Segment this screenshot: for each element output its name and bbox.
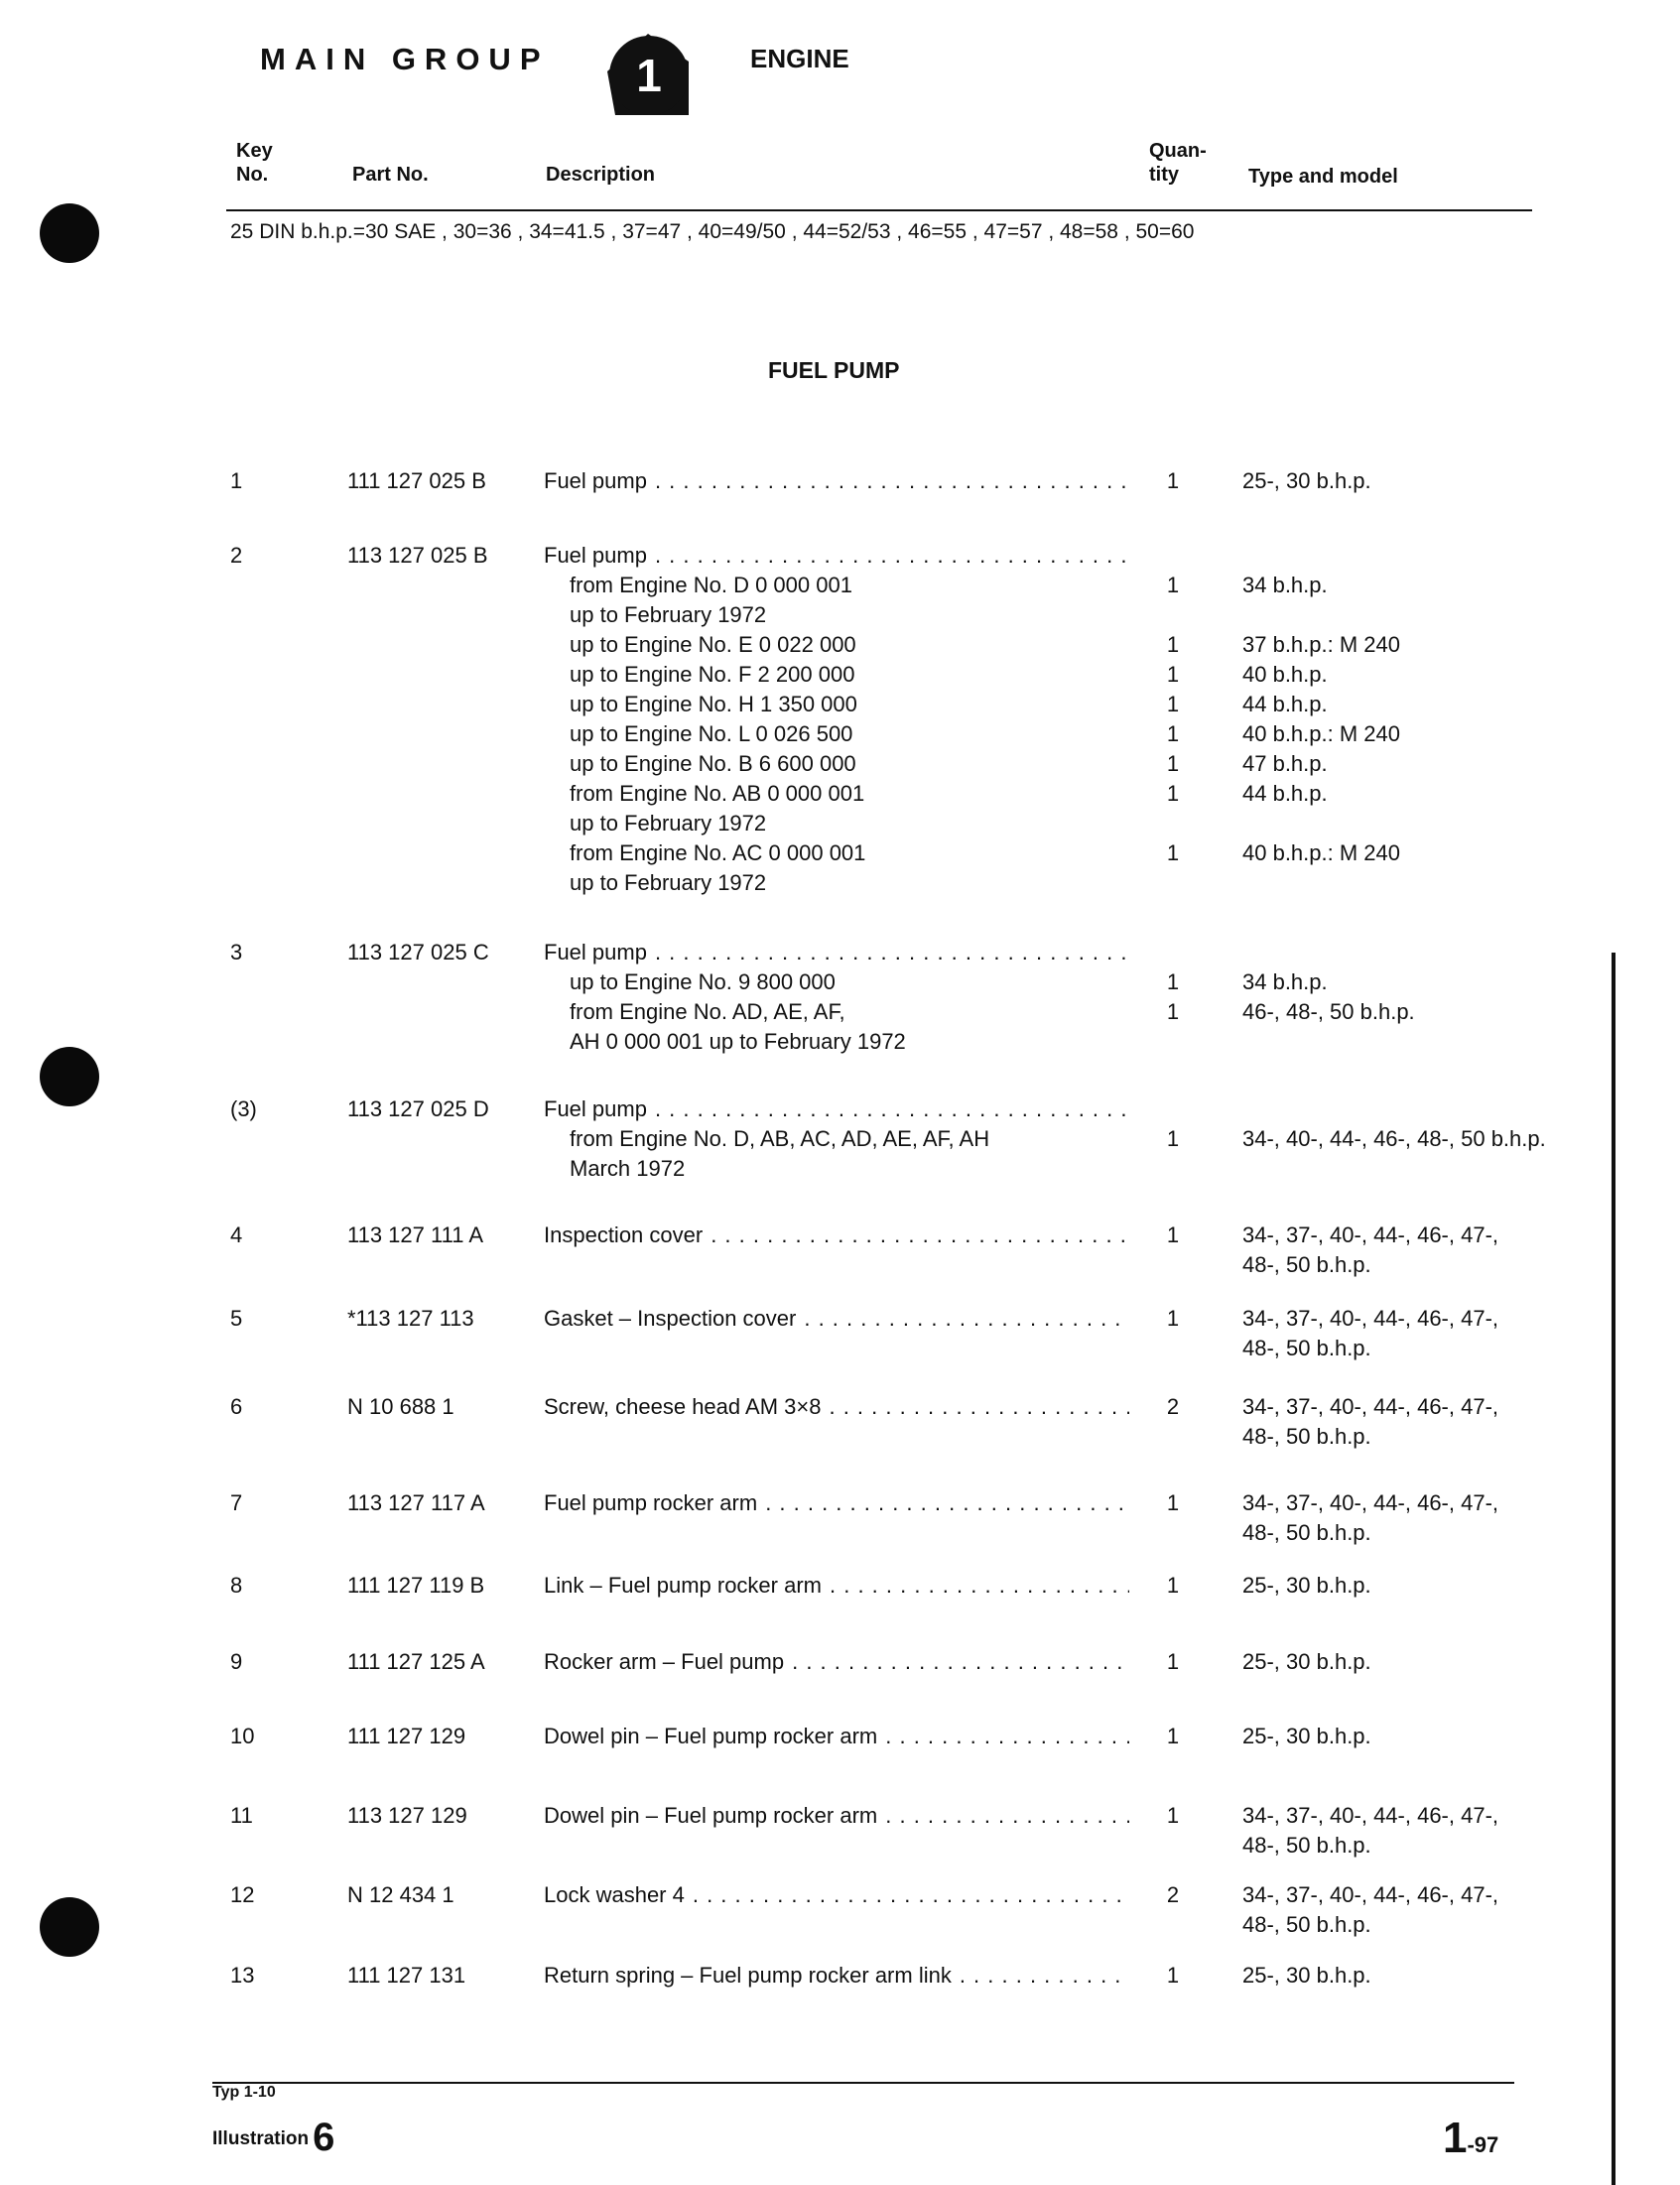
type-model: 34-, 37-, 40-, 44-, 46-, 47-, 48-, 50 b.h.p. — [1242, 1490, 1499, 1545]
punch-hole-middle — [40, 1047, 99, 1106]
part-no: 111 127 119 B — [347, 1573, 485, 1598]
description-subline: from Engine No. AB 0 000 001 1 44 b.h.p. — [544, 779, 1129, 809]
type-model: 34 b.h.p. — [1242, 969, 1328, 994]
description-subline: up to Engine No. E 0 022 000 1 37 b.h.p.: M 240 — [544, 630, 1129, 660]
page-number: 1-97 — [1443, 2114, 1499, 2162]
description: Fuel pump . . . up to Engine No. 9 800 000 1 34 b.h.p. from Engine No. AD, AE, AF, 1 46-, 48-, 50 b.h.p. AH 0 000 001 up to February 1972 — [544, 938, 1129, 1057]
part-no: N 10 688 1 — [347, 1394, 454, 1419]
type-model: 44 b.h.p. — [1242, 781, 1328, 806]
description: Rocker arm – Fuel pump . . . — [544, 1647, 1129, 1677]
quantity: 1 — [1166, 999, 1180, 1024]
quantity: 1 — [1166, 1126, 1180, 1151]
type-model: 37 b.h.p.: M 240 — [1242, 632, 1400, 657]
type-model: 25-, 30 b.h.p. — [1242, 468, 1371, 493]
group-number-badge — [605, 32, 691, 117]
quantity: 1 — [1166, 468, 1180, 493]
quantity: 1 — [1166, 751, 1180, 776]
description-subline: up to Engine No. H 1 350 000 1 44 b.h.p. — [544, 690, 1129, 719]
description: Dowel pin – Fuel pump rocker arm . . . — [544, 1722, 1129, 1751]
description: Fuel pump . . . — [544, 466, 1129, 496]
key-no: 12 — [230, 1882, 255, 1907]
hp-conversion-note: 25 DIN b.h.p.=30 SAE , 30=36 , 34=41.5 , 37=47 , 40=49/50 , 44=52/53 , 46=55 , 47=57 , 48=58 , 50=60 — [230, 220, 1195, 243]
description: Dowel pin – Fuel pump rocker arm . . . — [544, 1801, 1129, 1831]
part-no: 113 127 025 C — [347, 940, 489, 964]
part-no: 111 127 131 — [347, 1963, 466, 1988]
quantity: 1 — [1166, 781, 1180, 806]
quantity: 1 — [1166, 1649, 1180, 1674]
part-no: 113 127 117 A — [347, 1490, 485, 1515]
part-no: 111 127 125 A — [347, 1649, 485, 1674]
quantity: 1 — [1166, 573, 1180, 597]
type-model: 34-, 37-, 40-, 44-, 46-, 47-, 48-, 50 b.h.p. — [1242, 1882, 1499, 1937]
description: Lock washer 4 . . . — [544, 1880, 1129, 1910]
key-no: 5 — [230, 1306, 243, 1331]
part-no: 111 127 129 — [347, 1724, 466, 1748]
punch-hole-top — [40, 203, 99, 263]
type-label: Typ 1-10 — [212, 2084, 276, 2101]
description-subline: from Engine No. AC 0 000 001 1 40 b.h.p.: M 240 — [544, 838, 1129, 868]
key-no: (3) — [230, 1096, 257, 1121]
quantity: 1 — [1166, 692, 1180, 716]
key-no: 6 — [230, 1394, 243, 1419]
type-model: 34-, 37-, 40-, 44-, 46-, 47-, 48-, 50 b.h.p. — [1242, 1306, 1499, 1360]
description-subline: up to February 1972 — [570, 811, 767, 835]
illustration-label: Illustration 6 — [212, 2116, 335, 2159]
type-model: 40 b.h.p. — [1242, 662, 1328, 687]
type-model: 25-, 30 b.h.p. — [1242, 1724, 1371, 1748]
quantity: 1 — [1166, 969, 1180, 994]
header-rule — [226, 209, 1532, 211]
part-no: 113 127 129 — [347, 1803, 467, 1828]
key-no: 2 — [230, 543, 243, 568]
col-description: Description — [546, 164, 656, 186]
type-model: 25-, 30 b.h.p. — [1242, 1963, 1371, 1988]
part-no: *113 127 113 — [347, 1306, 474, 1331]
part-no: 113 127 025 B — [347, 543, 488, 568]
description: Return spring – Fuel pump rocker arm link . . . — [544, 1961, 1129, 1991]
key-no: 1 — [230, 468, 243, 493]
type-model: 34-, 37-, 40-, 44-, 46-, 47-, 48-, 50 b.h.p. — [1242, 1222, 1499, 1277]
key-no: 8 — [230, 1573, 243, 1598]
type-model: 40 b.h.p.: M 240 — [1242, 721, 1400, 746]
description-subline: from Engine No. D, AB, AC, AD, AE, AF, AH 1 34-, 40-, 44-, 46-, 48-, 50 b.h.p. — [544, 1124, 1129, 1154]
key-no: 7 — [230, 1490, 243, 1515]
key-no: 9 — [230, 1649, 243, 1674]
type-model: 44 b.h.p. — [1242, 692, 1328, 716]
description-subline: up to Engine No. B 6 600 000 1 47 b.h.p. — [544, 749, 1129, 779]
key-no: 11 — [230, 1803, 253, 1828]
description-subline: up to February 1972 — [570, 870, 767, 895]
type-model: 34-, 40-, 44-, 46-, 48-, 50 b.h.p. — [1242, 1126, 1546, 1151]
description-subline: up to Engine No. F 2 200 000 1 40 b.h.p. — [544, 660, 1129, 690]
col-type-model: Type and model — [1248, 166, 1398, 188]
part-no: N 12 434 1 — [347, 1882, 454, 1907]
footer-rule — [212, 2082, 1514, 2084]
quantity: 1 — [1166, 1724, 1180, 1748]
illustration-number: 6 — [313, 2116, 335, 2159]
type-model: 25-, 30 b.h.p. — [1242, 1649, 1371, 1674]
quantity: 1 — [1166, 1306, 1180, 1331]
type-model: 47 b.h.p. — [1242, 751, 1328, 776]
description: Screw, cheese head AM 3×8 . . . — [544, 1392, 1129, 1422]
quantity: 1 — [1166, 632, 1180, 657]
type-model: 40 b.h.p.: M 240 — [1242, 840, 1400, 865]
description: Fuel pump rocker arm . . . — [544, 1488, 1129, 1518]
quantity: 1 — [1166, 1490, 1180, 1515]
key-no: 10 — [230, 1724, 255, 1748]
description-subline: March 1972 — [570, 1156, 686, 1181]
type-model: 34-, 37-, 40-, 44-, 46-, 47-, 48-, 50 b.h.p. — [1242, 1803, 1499, 1858]
part-no: 113 127 111 A — [347, 1222, 484, 1247]
col-quantity: Quan- tity — [1149, 140, 1207, 186]
main-group-label: MAIN GROUP — [260, 42, 550, 76]
description: Fuel pump . . . from Engine No. D, AB, AC, AD, AE, AF, AH 1 34-, 40-, 44-, 46-, 48-, 50 b.h.p. March 1972 — [544, 1094, 1129, 1184]
key-no: 13 — [230, 1963, 255, 1988]
section-title: FUEL PUMP — [768, 357, 900, 383]
type-model: 46-, 48-, 50 b.h.p. — [1242, 999, 1415, 1024]
description: Inspection cover . . . — [544, 1221, 1129, 1250]
type-model: 25-, 30 b.h.p. — [1242, 1573, 1371, 1598]
description: Link – Fuel pump rocker arm . . . — [544, 1571, 1129, 1601]
quantity: 1 — [1166, 840, 1180, 865]
key-no: 3 — [230, 940, 243, 964]
col-key-no: Key No. — [236, 140, 273, 186]
quantity: 1 — [1166, 1803, 1180, 1828]
quantity: 1 — [1166, 1573, 1180, 1598]
description: Fuel pump . . . from Engine No. D 0 000 001 1 34 b.h.p. up to February 1972 up to Engine No. E 0 022 000 1 37 b.h.p.: M 240 up to Engine No. F 2 200 000 1 40 b.h.p. up to Engine No. H 1 350 000 1 44 b.h.p. up to Engine No. L 0 026 500 1 40 b.h.p.: M 240 up to Engine No. B 6 600 000 1 47 b.h.p. from Engine No. AB 0 000 001 1 44 b.h.p. up to February 1972 from Engine No. AC 0 000 001 1 40 b.h.p.: M 240 up to February 1972 — [544, 541, 1129, 898]
description: Gasket – Inspection cover . . . — [544, 1304, 1129, 1334]
quantity: 1 — [1166, 1963, 1180, 1988]
type-model: 34 b.h.p. — [1242, 573, 1328, 597]
part-no: 113 127 025 D — [347, 1096, 489, 1121]
description-subline: from Engine No. D 0 000 001 1 34 b.h.p. — [544, 571, 1129, 600]
quantity: 1 — [1166, 1222, 1180, 1247]
quantity: 2 — [1166, 1882, 1180, 1907]
type-model: 34-, 37-, 40-, 44-, 46-, 47-, 48-, 50 b.h.p. — [1242, 1394, 1499, 1449]
description-subline: from Engine No. AD, AE, AF, 1 46-, 48-, 50 b.h.p. — [544, 997, 1129, 1027]
quantity: 1 — [1166, 662, 1180, 687]
part-no: 111 127 025 B — [347, 468, 486, 493]
description-subline: AH 0 000 001 up to February 1972 — [570, 1029, 906, 1054]
col-part-no: Part No. — [352, 164, 429, 186]
group-number: 1 — [636, 50, 662, 101]
description-subline: up to February 1972 — [570, 602, 767, 627]
engine-label: ENGINE — [750, 44, 849, 73]
description-subline: up to Engine No. 9 800 000 1 34 b.h.p. — [544, 967, 1129, 997]
description-subline: up to Engine No. L 0 026 500 1 40 b.h.p.: M 240 — [544, 719, 1129, 749]
key-no: 4 — [230, 1222, 243, 1247]
punch-hole-bottom — [40, 1897, 99, 1957]
quantity: 1 — [1166, 721, 1180, 746]
quantity: 2 — [1166, 1394, 1180, 1419]
